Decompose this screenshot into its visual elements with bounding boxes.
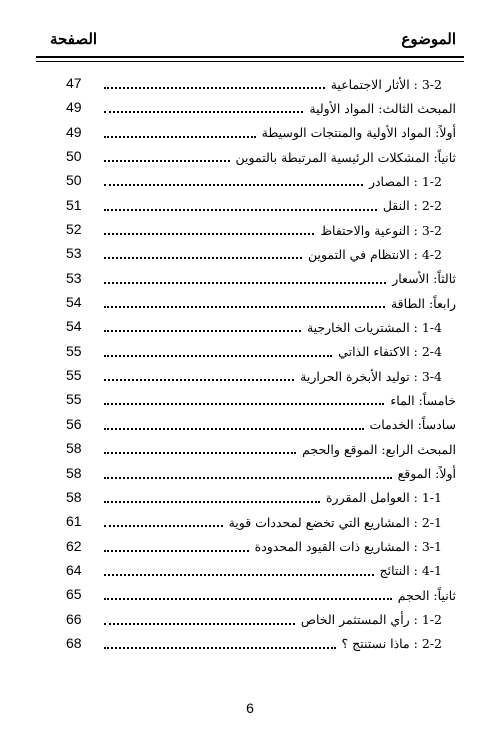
dot-leader — [104, 160, 230, 162]
dot-leader — [104, 403, 384, 405]
toc-entry-line — [104, 72, 456, 96]
toc-entry-line — [104, 510, 456, 534]
dot-leader — [104, 184, 363, 186]
toc-page-number: 50 — [66, 172, 82, 189]
toc-page-number: 53 — [66, 269, 82, 286]
toc-page-number: 58 — [66, 464, 82, 481]
dot-leader — [104, 136, 256, 138]
toc-entry — [0, 583, 500, 607]
header-rule-thin — [36, 61, 464, 62]
toc-entry-title: أولاً: المواد الأولية والمنتجات الوسيطة — [261, 125, 456, 141]
dot-leader — [104, 550, 249, 552]
toc-page-number: 62 — [66, 537, 82, 554]
toc-entry — [0, 145, 500, 169]
toc-entry — [0, 121, 500, 145]
dot-leader — [104, 306, 385, 308]
toc-entry-line — [104, 218, 456, 242]
toc-entry-line — [104, 413, 456, 437]
toc-entry — [0, 242, 500, 266]
toc-entry — [0, 218, 500, 242]
toc-entry — [0, 96, 500, 120]
toc-entry — [0, 510, 500, 534]
toc-entry — [0, 364, 500, 388]
toc-entry-title: خامساً: الماء — [390, 392, 456, 408]
topic-column-heading: الموضوع — [401, 30, 456, 48]
toc-entry — [0, 388, 500, 412]
toc-entry-line — [104, 315, 456, 339]
toc-entry — [0, 169, 500, 193]
dot-leader — [104, 330, 301, 332]
toc-entry — [0, 437, 500, 461]
toc-entry — [0, 267, 500, 291]
toc-entry-line — [104, 632, 456, 656]
dot-leader — [104, 501, 320, 503]
toc-page-number: 55 — [66, 342, 82, 359]
dot-leader — [104, 525, 223, 527]
toc-entry — [0, 413, 500, 437]
toc-page-number: 47 — [66, 75, 82, 91]
toc-entry-title: رابعاً: الطاقة — [390, 295, 456, 311]
toc-page-number: 52 — [66, 221, 82, 238]
toc-page-number: 58 — [66, 440, 82, 457]
toc-entry — [0, 608, 500, 632]
toc-entry-line — [104, 437, 456, 461]
toc-entry-title: ثانياً: الحجم — [397, 587, 456, 603]
dot-leader — [104, 574, 374, 576]
toc-entry — [0, 291, 500, 315]
toc-entry — [0, 486, 500, 510]
toc-entry-title: 4-1 : النتائج — [379, 563, 442, 579]
toc-page-number: 54 — [66, 294, 82, 311]
dot-leader — [104, 428, 364, 430]
toc-entry-line — [104, 608, 456, 632]
toc-entry-title: المبحث الرابع: الموقع والحجم — [302, 441, 456, 457]
toc-page-number: 58 — [66, 488, 82, 505]
toc-page-number: 55 — [66, 391, 82, 408]
toc-entry-title: 2-2 : النقل — [382, 198, 442, 214]
dot-leader — [104, 355, 332, 357]
dot-leader — [104, 257, 302, 259]
toc-page-number: 54 — [66, 318, 82, 335]
toc-entry-title: 2-4 : الاكتفاء الذاتي — [338, 344, 442, 360]
toc-entry-title: أولاً: الموقع — [397, 466, 456, 481]
toc-entry-title: ثانياً: المشكلات الرئيسية المرتبطة بالتموين — [235, 149, 456, 165]
toc-entry-title: المبحث الثالث: المواد الأولية — [309, 100, 456, 116]
toc-entry-title: 1-1 : العوامل المقررة — [326, 490, 442, 506]
toc-page-number: 55 — [66, 367, 82, 384]
table-of-contents — [0, 72, 500, 656]
toc-entry-line — [104, 559, 456, 583]
toc-entry-title: 3-4 : توليد الأبخرة الحرارية — [300, 368, 442, 384]
toc-entry — [0, 535, 500, 559]
toc-page-number: 49 — [66, 99, 82, 116]
dot-leader — [104, 379, 294, 381]
toc-entry-title: 2-1 : المشاريع التي تخضع لمحددات قوية — [228, 514, 442, 530]
toc-entry-line — [104, 96, 456, 120]
toc-page-number: 65 — [66, 586, 82, 603]
toc-entry-line — [104, 340, 456, 364]
toc-page-number: 64 — [66, 561, 82, 578]
toc-entry-title: 3-2 : النوعية والاحتفاظ — [320, 222, 442, 238]
toc-entry-line — [104, 583, 456, 607]
dot-leader — [104, 647, 336, 649]
toc-entry-title: 2-2 : ماذا نستنتج ؟ — [341, 636, 442, 652]
toc-entry-line — [104, 364, 456, 388]
toc-entry-line — [104, 169, 456, 193]
page-number: 6 — [246, 700, 254, 716]
toc-page-number: 68 — [66, 634, 82, 651]
dot-leader — [104, 598, 392, 600]
toc-entry — [0, 340, 500, 364]
toc-page-number: 61 — [66, 513, 82, 530]
toc-header — [0, 30, 500, 50]
toc-page-number: 66 — [66, 610, 82, 627]
toc-entry-title: 1-2 : المصادر — [368, 173, 442, 189]
toc-entry-line — [104, 535, 456, 559]
toc-entry — [0, 72, 500, 96]
toc-page-number: 49 — [66, 123, 82, 140]
toc-entry-line — [104, 267, 456, 291]
toc-entry-title: ثالثاً: الأسعار — [392, 271, 456, 287]
dot-leader — [104, 209, 377, 211]
toc-entry-title: 3-1 : المشاريع ذات القيود المحدودة — [254, 539, 442, 555]
toc-entry-line — [104, 145, 456, 169]
page-column-heading: الصفحة — [50, 30, 98, 48]
dot-leader — [104, 233, 314, 235]
dot-leader — [104, 282, 386, 284]
dot-leader — [104, 111, 303, 113]
toc-entry — [0, 632, 500, 656]
header-rule-thick — [36, 56, 464, 58]
toc-entry-title: 1-2 : رأي المستثمر الخاص — [300, 612, 442, 628]
toc-entry-line — [104, 486, 456, 510]
toc-entry-line — [104, 462, 456, 486]
toc-page-number: 50 — [66, 148, 82, 165]
toc-entry-title: 3-2 : الأثار الاجتماعية — [330, 76, 442, 92]
dot-leader — [104, 452, 296, 454]
toc-entry-title: سادساً: الخدمات — [369, 417, 456, 433]
toc-entry — [0, 315, 500, 339]
toc-entry-title: 1-4 : المشتريات الخارجية — [306, 319, 442, 335]
toc-entry — [0, 462, 500, 486]
dot-leader — [104, 477, 392, 479]
toc-entry — [0, 559, 500, 583]
toc-entry — [0, 194, 500, 218]
toc-page-number: 56 — [66, 415, 82, 432]
dot-leader — [104, 87, 325, 89]
toc-entry-title: 4-2 : الانتظام في التموين — [307, 246, 442, 262]
toc-entry-line — [104, 194, 456, 218]
dot-leader — [104, 623, 295, 625]
toc-entry-line — [104, 121, 456, 145]
toc-entry-line — [104, 242, 456, 266]
toc-entry-line — [104, 291, 456, 315]
toc-entry-line — [104, 388, 456, 412]
toc-page-number: 51 — [66, 196, 82, 213]
toc-page-number: 53 — [66, 245, 82, 262]
